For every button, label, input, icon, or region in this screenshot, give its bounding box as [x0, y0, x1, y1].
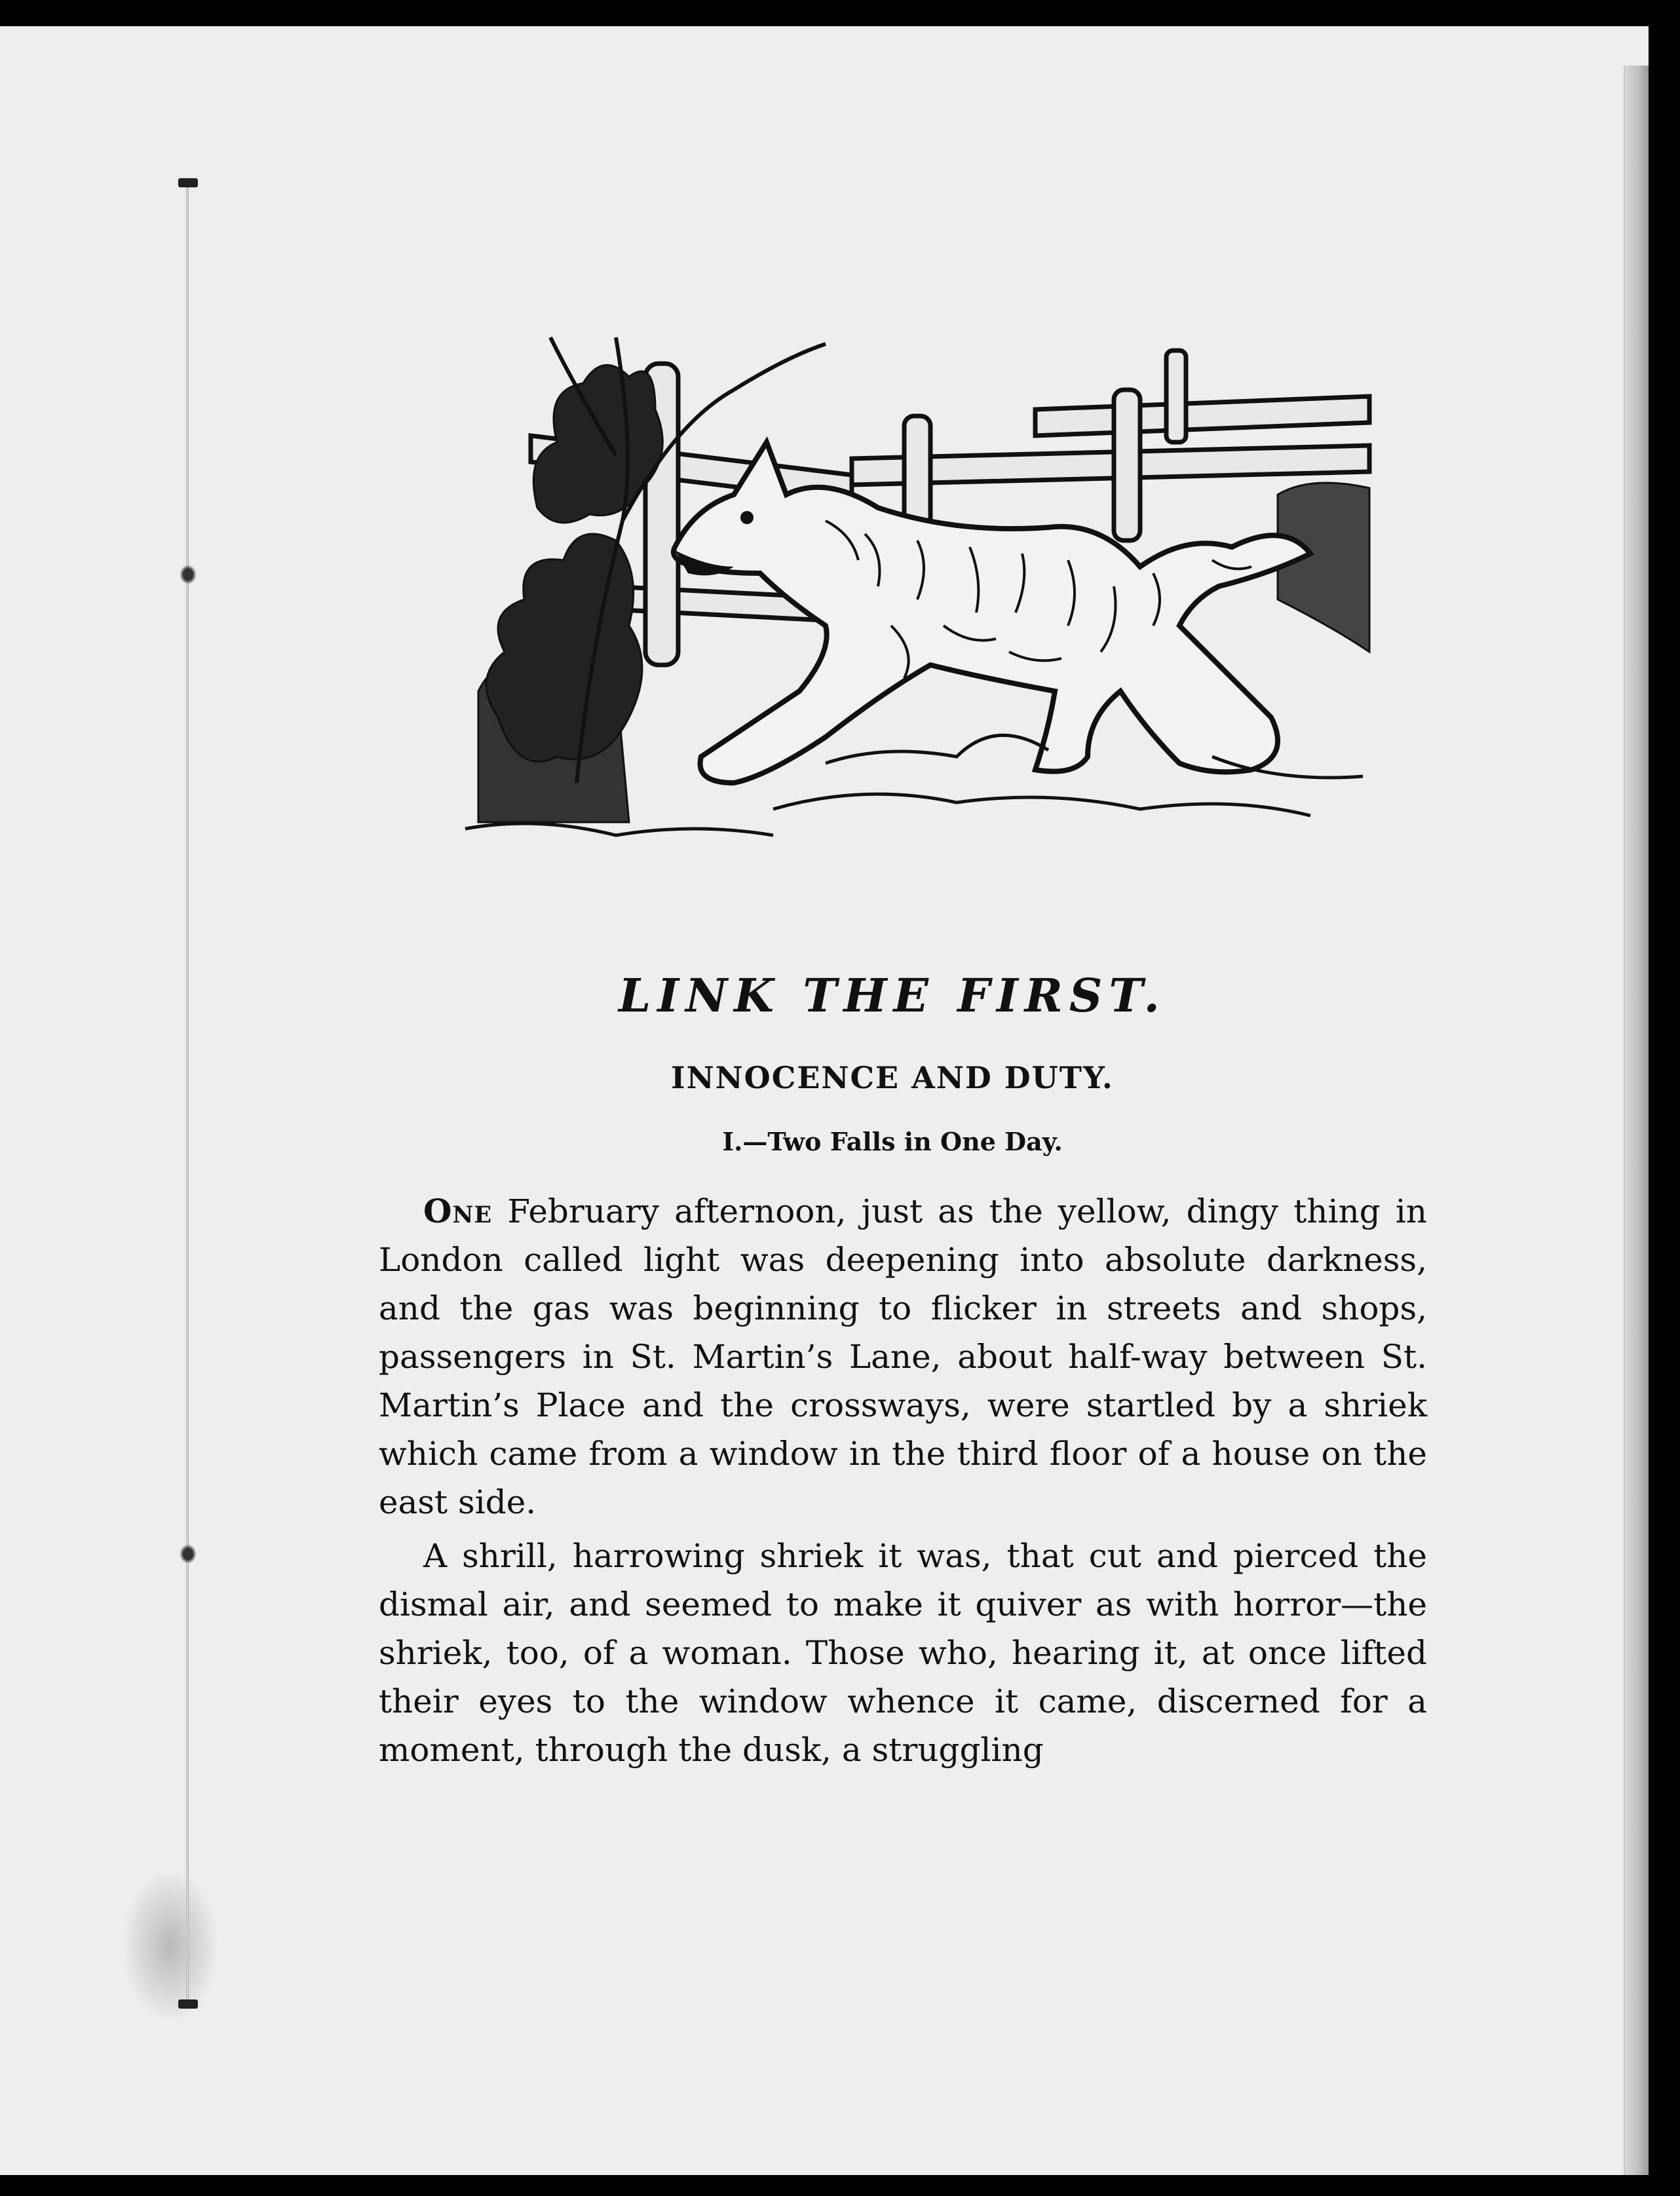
- paragraph-text: February afternoon, just as the yellow, dingy thing in London called light was deepening into absolute darkness, and the gas was beginning to flicker in streets and shops, passengers in St. Martin’s Lane, about half-way between St. Martin’s Place and the crossways, were startled by a shriek which came from a window in the third floor of a house on the east side.: [379, 1192, 1427, 1521]
- body-text: [379, 1187, 1427, 1774]
- stitch-top: [178, 178, 198, 187]
- paragraph: [379, 1532, 1427, 1774]
- wolf-woodcut-illustration: [459, 259, 1373, 865]
- page-stain: [124, 1874, 216, 2018]
- paragraph-text: A shrill, harrowing shriek it was, that cut and pierced the dismal air, and seemed to make it quiver as with horror—the shriek, too, of a woman. Those who, hearing it, at once lifted their eyes to the window whence it came, discerned for a moment, through the dusk, a struggling: [379, 1537, 1427, 1769]
- chapter-title: LINK THE FIRST.: [619, 968, 1166, 1023]
- drop-lead: One: [423, 1192, 493, 1230]
- section-heading: I.—Two Falls in One Day.: [722, 1127, 1063, 1156]
- thread-line: [186, 185, 189, 2006]
- stitch-knot: [180, 1544, 197, 1564]
- stitch-bottom: [178, 1999, 198, 2009]
- chapter-subtitle: INNOCENCE AND DUTY.: [671, 1060, 1114, 1095]
- binding-thread: [178, 178, 198, 2013]
- stitch-knot: [180, 565, 197, 584]
- paragraph: [379, 1187, 1427, 1526]
- page-edge: [1624, 66, 1649, 2175]
